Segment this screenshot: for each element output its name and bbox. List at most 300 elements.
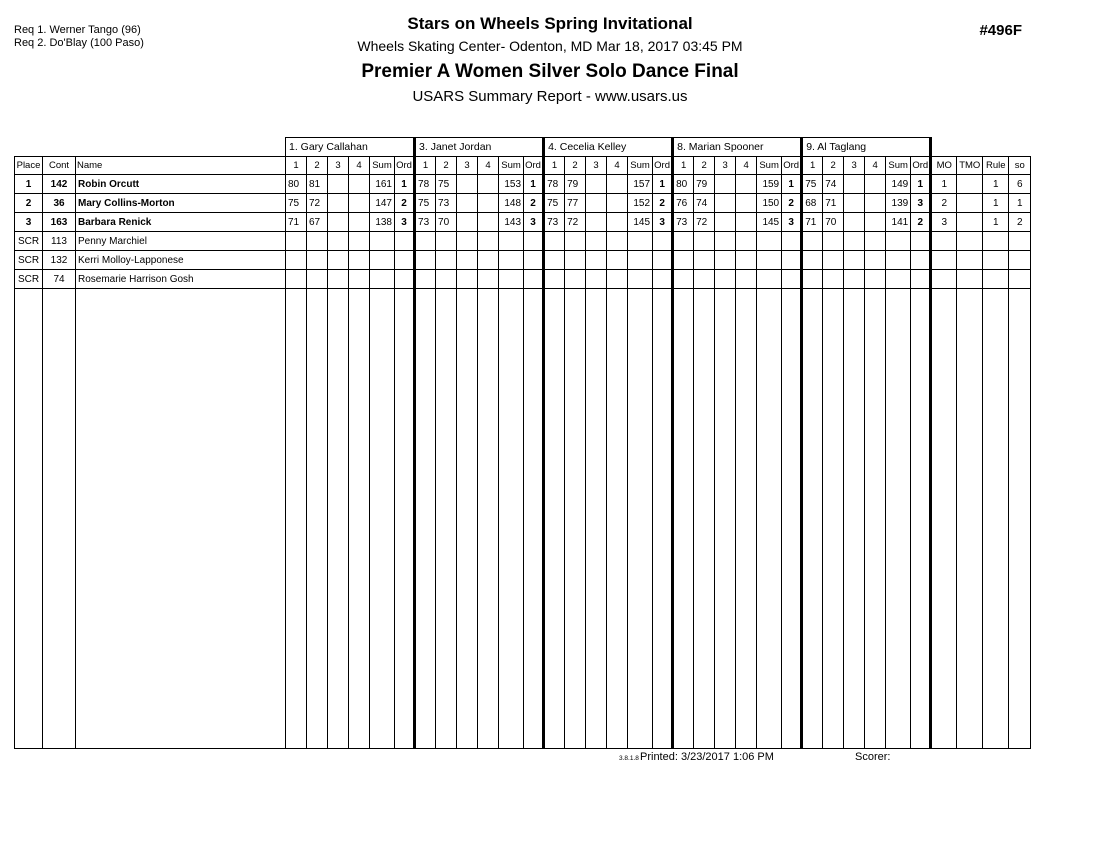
empty-cell (586, 289, 607, 749)
score-cell: 78 (544, 175, 565, 194)
score-cell (478, 213, 499, 232)
venue-date-line: Wheels Skating Center- Odenton, MD Mar 18, 2017 03:45 PM (357, 38, 743, 54)
score-cell (694, 251, 715, 270)
ord-cell: 2 (524, 194, 544, 213)
empty-cell (415, 289, 436, 749)
score-cell (844, 232, 865, 251)
score-cell (736, 194, 757, 213)
col-header: 3 (715, 157, 736, 175)
place-cell: SCR (15, 251, 43, 270)
score-cell: 71 (286, 213, 307, 232)
score-cell (607, 175, 628, 194)
score-cell (349, 251, 370, 270)
score-cell (544, 251, 565, 270)
score-cell (478, 232, 499, 251)
score-cell (844, 270, 865, 289)
place-cell: SCR (15, 232, 43, 251)
judge-header: 9. Al Taglang (802, 138, 931, 157)
scorer-label: Scorer: (855, 751, 891, 763)
score-cell (607, 270, 628, 289)
score-cell (349, 175, 370, 194)
ord-cell (524, 232, 544, 251)
empty-cell (524, 289, 544, 749)
empty-cell (15, 289, 43, 749)
score-cell (415, 251, 436, 270)
col-header: 2 (823, 157, 844, 175)
judge-header: 3. Janet Jordan (415, 138, 544, 157)
place-cell: 2 (15, 194, 43, 213)
score-cell (865, 251, 886, 270)
score-cell (565, 270, 586, 289)
score-cell (607, 232, 628, 251)
score-cell: 67 (307, 213, 328, 232)
empty-cell (823, 289, 844, 749)
score-cell (328, 232, 349, 251)
score-cell (286, 232, 307, 251)
ord-cell (524, 251, 544, 270)
sum-cell: 141 (886, 213, 911, 232)
score-cell: 81 (307, 175, 328, 194)
score-cell (823, 270, 844, 289)
ord-cell (524, 270, 544, 289)
tmo-cell (957, 251, 983, 270)
ord-cell (395, 251, 415, 270)
score-cell (328, 175, 349, 194)
empty-cell (349, 289, 370, 749)
col-header: 3 (328, 157, 349, 175)
score-cell (328, 194, 349, 213)
score-cell: 72 (694, 213, 715, 232)
score-cell (607, 251, 628, 270)
ord-cell (395, 232, 415, 251)
score-cell: 80 (286, 175, 307, 194)
sum-cell: 145 (757, 213, 782, 232)
sum-cell: 157 (628, 175, 653, 194)
ord-cell: 3 (524, 213, 544, 232)
ord-cell: 3 (653, 213, 673, 232)
score-cell (715, 251, 736, 270)
judge-header: 8. Marian Spooner (673, 138, 802, 157)
ord-cell: 1 (782, 175, 802, 194)
empty-cell (694, 289, 715, 749)
score-cell (328, 251, 349, 270)
score-cell (823, 232, 844, 251)
score-cell (478, 251, 499, 270)
col-header: 3 (586, 157, 607, 175)
so-cell: 6 (1009, 175, 1031, 194)
score-cell: 75 (544, 194, 565, 213)
score-cell (673, 251, 694, 270)
score-cell (715, 213, 736, 232)
score-cell (673, 232, 694, 251)
empty-rows-region (15, 289, 1031, 749)
score-cell (736, 251, 757, 270)
score-cell (286, 270, 307, 289)
score-cell (436, 270, 457, 289)
ord-cell: 3 (395, 213, 415, 232)
ord-cell: 2 (653, 194, 673, 213)
name-cell: Rosemarie Harrison Gosh (76, 270, 286, 289)
rule-cell: 1 (983, 213, 1009, 232)
score-cell (349, 232, 370, 251)
col-header: Sum (628, 157, 653, 175)
sum-cell (628, 232, 653, 251)
col-header: 4 (736, 157, 757, 175)
req-2-label: Req 2. Do'Blay (100 Paso) (14, 37, 144, 49)
score-cell (586, 270, 607, 289)
score-cell (565, 232, 586, 251)
col-header: 3 (844, 157, 865, 175)
skater-row (15, 270, 1031, 289)
skater-row (15, 213, 1031, 232)
empty-cell (757, 289, 782, 749)
empty-cell (76, 289, 286, 749)
score-cell (349, 270, 370, 289)
sum-cell (628, 270, 653, 289)
cont-cell: 142 (43, 175, 76, 194)
score-cell: 68 (802, 194, 823, 213)
score-cell: 72 (307, 194, 328, 213)
report-type-line: USARS Summary Report - www.usars.us (412, 88, 688, 105)
summary-table (14, 137, 1031, 749)
sum-cell: 138 (370, 213, 395, 232)
score-cell (457, 232, 478, 251)
score-cell (715, 175, 736, 194)
mo-cell: 1 (931, 175, 957, 194)
score-cell (844, 194, 865, 213)
score-cell (586, 251, 607, 270)
score-cell: 75 (286, 194, 307, 213)
score-cell: 76 (673, 194, 694, 213)
score-cell (673, 270, 694, 289)
score-cell (457, 213, 478, 232)
score-cell (457, 175, 478, 194)
score-cell (286, 251, 307, 270)
ord-cell: 1 (653, 175, 673, 194)
ord-cell: 3 (782, 213, 802, 232)
sum-cell: 153 (499, 175, 524, 194)
cont-cell: 74 (43, 270, 76, 289)
score-cell (544, 270, 565, 289)
score-cell (415, 232, 436, 251)
score-cell (586, 194, 607, 213)
skater-row (15, 251, 1031, 270)
score-cell (715, 232, 736, 251)
judge-header: 4. Cecelia Kelley (544, 138, 673, 157)
place-cell: 1 (15, 175, 43, 194)
score-cell: 72 (565, 213, 586, 232)
empty-cell (886, 289, 911, 749)
score-cell (715, 270, 736, 289)
col-header: Sum (757, 157, 782, 175)
score-cell: 75 (415, 194, 436, 213)
score-cell: 73 (436, 194, 457, 213)
so-cell (1009, 232, 1031, 251)
score-cell (436, 251, 457, 270)
empty-cell (911, 289, 931, 749)
ord-cell (911, 251, 931, 270)
empty-cell (307, 289, 328, 749)
score-cell (349, 213, 370, 232)
empty-cell (286, 289, 307, 749)
sum-cell (499, 251, 524, 270)
sum-cell (757, 232, 782, 251)
so-cell (1009, 251, 1031, 270)
col-header: 1 (286, 157, 307, 175)
col-header: Ord (653, 157, 673, 175)
score-cell (844, 251, 865, 270)
col-header: so (1009, 157, 1031, 175)
col-header: Rule (983, 157, 1009, 175)
empty-cell (736, 289, 757, 749)
score-cell (607, 213, 628, 232)
empty-cell (565, 289, 586, 749)
ord-cell (653, 251, 673, 270)
sum-cell (886, 232, 911, 251)
rule-cell (983, 251, 1009, 270)
sum-cell: 161 (370, 175, 395, 194)
score-cell: 79 (565, 175, 586, 194)
score-cell (802, 270, 823, 289)
mo-cell (931, 251, 957, 270)
competition-title: Stars on Wheels Spring Invitational (407, 14, 693, 33)
ord-cell (653, 270, 673, 289)
ord-cell (782, 232, 802, 251)
sum-cell: 149 (886, 175, 911, 194)
empty-cell (653, 289, 673, 749)
score-cell (478, 194, 499, 213)
score-cell (802, 232, 823, 251)
score-cell (478, 270, 499, 289)
sum-cell (886, 270, 911, 289)
col-header: Cont (43, 157, 76, 175)
ord-cell (782, 251, 802, 270)
score-cell (736, 175, 757, 194)
tmo-cell (957, 270, 983, 289)
score-cell (586, 175, 607, 194)
score-cell (736, 232, 757, 251)
empty-cell (478, 289, 499, 749)
ord-cell (395, 270, 415, 289)
col-header: 2 (436, 157, 457, 175)
name-cell: Barbara Renick (76, 213, 286, 232)
empty-cell (328, 289, 349, 749)
col-header: Ord (782, 157, 802, 175)
score-cell: 77 (565, 194, 586, 213)
score-cell (415, 270, 436, 289)
score-cell (544, 232, 565, 251)
rule-cell (983, 270, 1009, 289)
sum-cell (757, 270, 782, 289)
skater-row (15, 175, 1031, 194)
rule-cell: 1 (983, 175, 1009, 194)
col-header: 3 (457, 157, 478, 175)
event-title: Premier A Women Silver Solo Dance Final (361, 61, 739, 82)
score-cell: 70 (823, 213, 844, 232)
score-cell: 75 (802, 175, 823, 194)
col-header: MO (931, 157, 957, 175)
score-cell: 74 (823, 175, 844, 194)
sum-cell (628, 251, 653, 270)
ord-cell: 1 (395, 175, 415, 194)
empty-cell (673, 289, 694, 749)
score-cell (436, 232, 457, 251)
score-cell (802, 251, 823, 270)
col-header: 1 (673, 157, 694, 175)
so-cell: 1 (1009, 194, 1031, 213)
score-cell (328, 213, 349, 232)
place-cell: SCR (15, 270, 43, 289)
cont-cell: 132 (43, 251, 76, 270)
col-header: Ord (524, 157, 544, 175)
score-cell (478, 175, 499, 194)
score-cell: 70 (436, 213, 457, 232)
col-header: Place (15, 157, 43, 175)
score-cell (457, 194, 478, 213)
col-header: Ord (395, 157, 415, 175)
empty-cell (782, 289, 802, 749)
ord-cell: 1 (911, 175, 931, 194)
cont-cell: 163 (43, 213, 76, 232)
score-cell: 74 (694, 194, 715, 213)
score-cell (307, 232, 328, 251)
sum-cell: 152 (628, 194, 653, 213)
sum-cell: 150 (757, 194, 782, 213)
sum-cell (370, 232, 395, 251)
sum-cell: 145 (628, 213, 653, 232)
ord-cell: 2 (782, 194, 802, 213)
score-cell (865, 194, 886, 213)
sum-cell (757, 251, 782, 270)
empty-cell (43, 289, 76, 749)
rule-cell (983, 232, 1009, 251)
score-cell (865, 175, 886, 194)
empty-cell (1009, 289, 1031, 749)
name-cell: Kerri Molloy-Lapponese (76, 251, 286, 270)
score-cell: 80 (673, 175, 694, 194)
score-cell (865, 232, 886, 251)
score-cell: 78 (415, 175, 436, 194)
tmo-cell (957, 194, 983, 213)
left-header-spacer (15, 138, 286, 157)
sum-cell (499, 270, 524, 289)
so-cell (1009, 270, 1031, 289)
right-header-spacer (931, 138, 1031, 157)
col-header: 4 (478, 157, 499, 175)
score-cell (586, 232, 607, 251)
name-cell: Penny Marchiel (76, 232, 286, 251)
sum-cell (886, 251, 911, 270)
empty-cell (370, 289, 395, 749)
ord-cell (911, 270, 931, 289)
score-cell (586, 213, 607, 232)
score-cell (607, 194, 628, 213)
ord-cell (911, 232, 931, 251)
col-header: 1 (544, 157, 565, 175)
cont-cell: 113 (43, 232, 76, 251)
ord-cell (782, 270, 802, 289)
empty-cell (865, 289, 886, 749)
score-cell (736, 213, 757, 232)
judge-header: 1. Gary Callahan (286, 138, 415, 157)
score-cell (307, 270, 328, 289)
sum-cell: 159 (757, 175, 782, 194)
score-cell (694, 232, 715, 251)
event-number: #496F (979, 22, 1022, 39)
judge-header-row (15, 138, 1031, 157)
empty-cell (715, 289, 736, 749)
tmo-cell (957, 213, 983, 232)
empty-cell (957, 289, 983, 749)
col-header: 1 (802, 157, 823, 175)
sum-cell: 148 (499, 194, 524, 213)
place-cell: 3 (15, 213, 43, 232)
col-header: Ord (911, 157, 931, 175)
sum-cell: 147 (370, 194, 395, 213)
mo-cell: 2 (931, 194, 957, 213)
ord-cell: 3 (911, 194, 931, 213)
score-cell: 75 (436, 175, 457, 194)
col-header: 4 (865, 157, 886, 175)
score-cell (457, 251, 478, 270)
empty-cell (931, 289, 957, 749)
so-cell: 2 (1009, 213, 1031, 232)
empty-cell (983, 289, 1009, 749)
empty-cell (499, 289, 524, 749)
ord-cell: 2 (911, 213, 931, 232)
score-cell (865, 270, 886, 289)
score-cell: 73 (673, 213, 694, 232)
sum-cell (370, 251, 395, 270)
empty-cell (628, 289, 653, 749)
skater-row (15, 194, 1031, 213)
score-cell (565, 251, 586, 270)
score-cell (715, 194, 736, 213)
score-cell (307, 251, 328, 270)
empty-cell (844, 289, 865, 749)
tmo-cell (957, 175, 983, 194)
score-cell (328, 270, 349, 289)
col-header: Sum (886, 157, 911, 175)
col-header: 2 (307, 157, 328, 175)
score-cell (823, 251, 844, 270)
score-cell: 71 (823, 194, 844, 213)
mo-cell (931, 232, 957, 251)
score-cell: 73 (415, 213, 436, 232)
score-cell (736, 270, 757, 289)
mo-cell: 3 (931, 213, 957, 232)
score-cell (844, 213, 865, 232)
col-header: 2 (565, 157, 586, 175)
skater-row (15, 232, 1031, 251)
ord-cell (653, 232, 673, 251)
score-cell (694, 270, 715, 289)
empty-cell (802, 289, 823, 749)
col-header: 2 (694, 157, 715, 175)
score-cell (865, 213, 886, 232)
score-cell: 73 (544, 213, 565, 232)
col-header: Sum (370, 157, 395, 175)
req-1-label: Req 1. Werner Tango (96) (14, 24, 141, 36)
sum-cell: 143 (499, 213, 524, 232)
cont-cell: 36 (43, 194, 76, 213)
ord-cell: 1 (524, 175, 544, 194)
mo-cell (931, 270, 957, 289)
ord-cell: 2 (395, 194, 415, 213)
sum-cell (499, 232, 524, 251)
report-header (0, 14, 1100, 106)
sum-cell (370, 270, 395, 289)
